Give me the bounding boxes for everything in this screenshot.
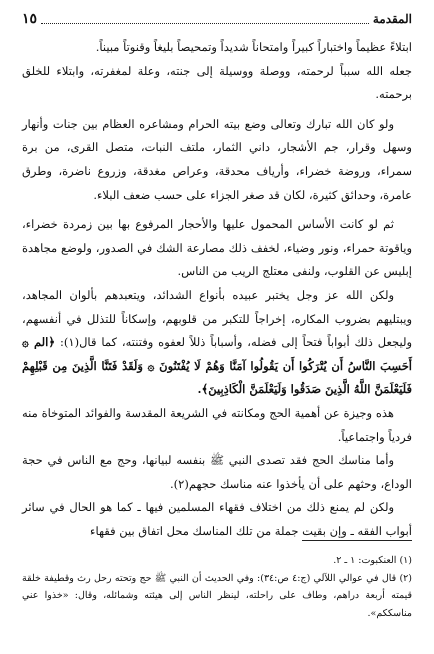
- quran-verse: ﴿الم ۞ أَحَسِبَ النَّاسُ أَن يُتْرَكُوا أَن يَقُولُوا آمَنَّا وَهُمْ لَا يُفْتَنُونَ ۞ وَلَقَدْ فَتَنَّا الَّذِينَ مِن قَبْلِهِمْ فَلَيَعْلَمَنَّ اللَّهُ الَّذِينَ صَدَقُوا وَلَيَعْلَمَنَّ الْكَاذِبِينَ﴾.: [22, 335, 412, 397]
- footnote-separator: [302, 540, 412, 541]
- paragraph-5: [22, 284, 412, 402]
- paragraph-1: ابتلاءً عظيماً واختباراً كبيراً وامتحاناً شديداً وتمحيصاً بليغاً وقنوتاً مبيناً.: [95, 40, 412, 54]
- footnote-2: (٢) قال في عوالي اللآلي (ج:٤ ص:٣٤): وفي الحديث أن النبي ﷺ حج وتحته رحل رث وقطيفة خلقة قيمته أربعة دراهم، وطاف على راحلته، لينظر الناس إلى هيئته وشمائله، وقال: «خذوا عني مناسككم».: [22, 572, 412, 619]
- paragraph-3: ولو كان الله تبارك وتعالى وضع بيته الحرام ومشاعره العظام بين جنات وأنهار وسهل وقرار، جم الأشجار، داني الثمار، ملتف النبات، متصل القرى، من برة سمراء، وروضة خضراء، وأرياف محدقة، وعراص مغدقة، وزروع ناضرة، وطرق عامرة، وحدائق كثيرة، لكان قد صغر الجزاء على حسب ضعف البلاء.: [22, 116, 412, 202]
- paragraph-5-intro: ولكن الله عز وجل يختبر عبيده بأنواع الشدائد، ويتعبدهم بألوان المجاهد، ويبتليهم بضروب المكاره، إخراجاً للتكبر من قلوبهم، وإسكاناً للتذلل في أنفسهم، وليجعل ذلك أبواباً فتحاً إلى فضله، وأسباباً ذللاً لعفوه وفتنته، كما قال(١):: [22, 287, 413, 350]
- chapter-title: المقدمة: [372, 12, 412, 26]
- page-header: [22, 8, 412, 30]
- footnotes: [22, 552, 412, 622]
- paragraph-2: جعله الله سبباً لرحمته، ووصلة ووسيلة إلى جنته، وعلة لمغفرته، وابتلاء للخلق برحمته.: [22, 63, 412, 102]
- footnote-1: (١) العنكبوت: ١ ـ ٢.: [333, 555, 412, 566]
- paragraph-7: وأما مناسك الحج فقد تصدى النبي ﷺ بنفسه لبيانها، وحج مع الناس في حجة الوداع، وحثهم على أن يأخذوا عنه مناسك حجهم(٢).: [22, 453, 412, 491]
- header-leader-dots: [41, 15, 369, 24]
- paragraph-6: هذه وجيزة عن أهمية الحج ومكانته في الشريعة المقدسة والفوائد المتوخاة منه فردياً واجتماعياً.: [22, 405, 412, 444]
- paragraph-8: ولكن لم يمنع ذلك من اختلاف فقهاء المسلمين فيها ـ كما هو الحال في سائر أبواب الفقه ـ وإن بقيت جملة من تلك المناسك محل اتفاق بين فقهاء: [22, 500, 412, 538]
- page-number: ١٥: [22, 11, 38, 27]
- paragraph-4: ثم لو كانت الأساس المحمول عليها والأحجار المرفوع بها بين زمردة خضراء، وياقوتة حمراء، ونور وضياء، لخفف ذلك مصارعة الشك في الصدور، ولوضع مجاهدة إبليس عن القلوب، ولنفى معتلج الريب من الناس.: [22, 217, 412, 279]
- page-body: [22, 36, 412, 543]
